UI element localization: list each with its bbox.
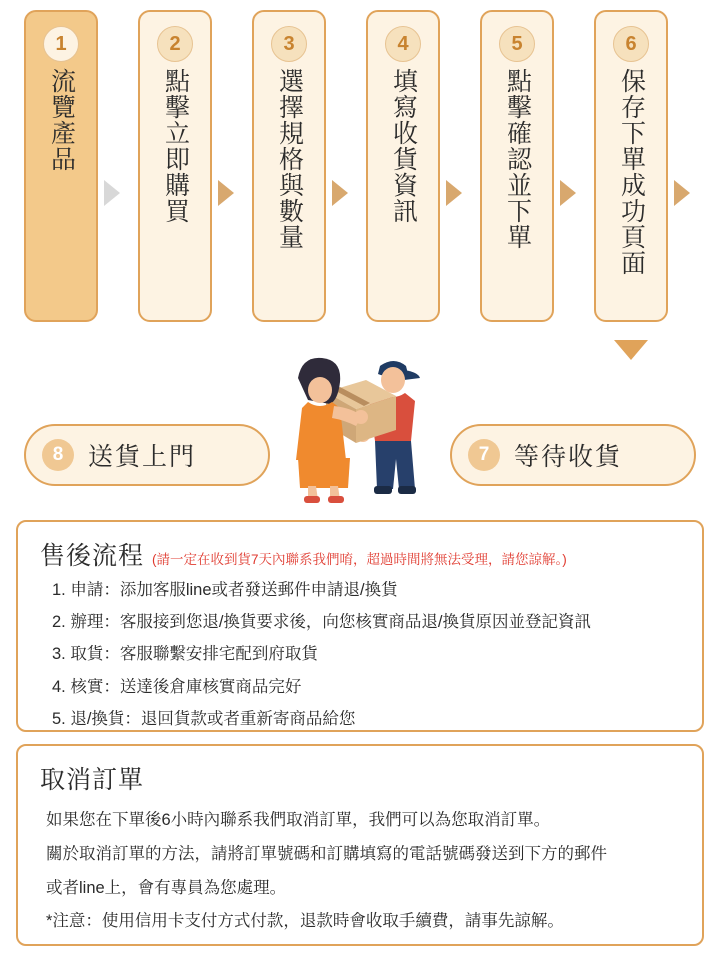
flow-step-6-number: 6 (613, 26, 649, 62)
cancel-order-line: 關於取消訂單的方法，請將訂單號碼和訂購填寫的電話號碼發送到下方的郵件 (46, 844, 607, 863)
cancel-order-line: *注意：使用信用卡支付方式付款，退款時會收取手續費，請事先諒解。 (46, 912, 564, 931)
delivery-step-8 (24, 424, 270, 486)
list-item: 4. 核實：送達後倉庫核實商品完好 (52, 677, 302, 696)
delivery-step-8-label: 送貨上門 (88, 443, 197, 471)
flow-step-6-label: 保存下單成功頁面 (617, 68, 646, 276)
delivery-step-8-number: 8 (42, 439, 74, 471)
flow-step-1 (24, 10, 98, 322)
flow-step-1-number: 1 (43, 26, 79, 62)
flow-arrow-6 (674, 180, 690, 206)
after-sales-list (52, 574, 688, 735)
flow-step-2-number: 2 (157, 26, 193, 62)
cancel-order-panel (16, 744, 704, 946)
flow-arrow-3 (332, 180, 348, 206)
flow-step-2 (138, 10, 212, 322)
list-item: 3. 取貨：客服聯繫安排宅配到府取貨 (52, 645, 318, 664)
flow-step-4-label: 填寫收貨資訊 (389, 68, 418, 224)
delivery-step-7-label: 等待收貨 (514, 443, 623, 471)
flow-arrow-4 (446, 180, 462, 206)
delivery-step-7 (450, 424, 696, 486)
delivery-illustration (268, 318, 448, 508)
delivery-step-7-number: 7 (468, 439, 500, 471)
flow-step-5 (480, 10, 554, 322)
flow-step-5-label: 點擊確認並下單 (503, 68, 532, 250)
flow-step-5-number: 5 (499, 26, 535, 62)
flow-step-6 (594, 10, 668, 322)
flow-step-3-label: 選擇規格與數量 (275, 68, 304, 250)
flow-step-2-label: 點擊立即購買 (161, 68, 190, 224)
after-sales-title: 售後流程 (40, 542, 145, 570)
flow-arrow-down (614, 340, 648, 360)
flow-arrow-5 (560, 180, 576, 206)
flow-step-3-number: 3 (271, 26, 307, 62)
cancel-order-line: 如果您在下單後6小時內聯系我們取消訂單，我們可以為您取消訂單。 (46, 811, 551, 829)
flow-step-4-number: 4 (385, 26, 421, 62)
list-item: 1. 申請：添加客服line或者發送郵件申請退/換貨 (52, 581, 398, 599)
cancel-order-line: 或者line上，會有專員為您處理。 (46, 878, 287, 897)
flow-step-4 (366, 10, 440, 322)
flow-step-3 (252, 10, 326, 322)
list-item: 2. 辦理：客服接到您退/換貨要求後，向您核實商品退/換貨原因並登記資訊 (52, 613, 592, 632)
flow-arrow-1 (104, 180, 120, 206)
list-item: 5. 退/換貨：退回貨款或者重新寄商品給您 (52, 709, 356, 728)
after-sales-panel (16, 520, 704, 732)
cancel-order-title: 取消訂單 (40, 766, 145, 794)
process-flow (0, 0, 720, 330)
flow-step-1-label: 流覽產品 (47, 68, 76, 172)
after-sales-note: (請一定在收到貨7天內聯系我們唷，超過時間將無法受理，請您諒解。) (152, 552, 567, 567)
flow-arrow-2 (218, 180, 234, 206)
